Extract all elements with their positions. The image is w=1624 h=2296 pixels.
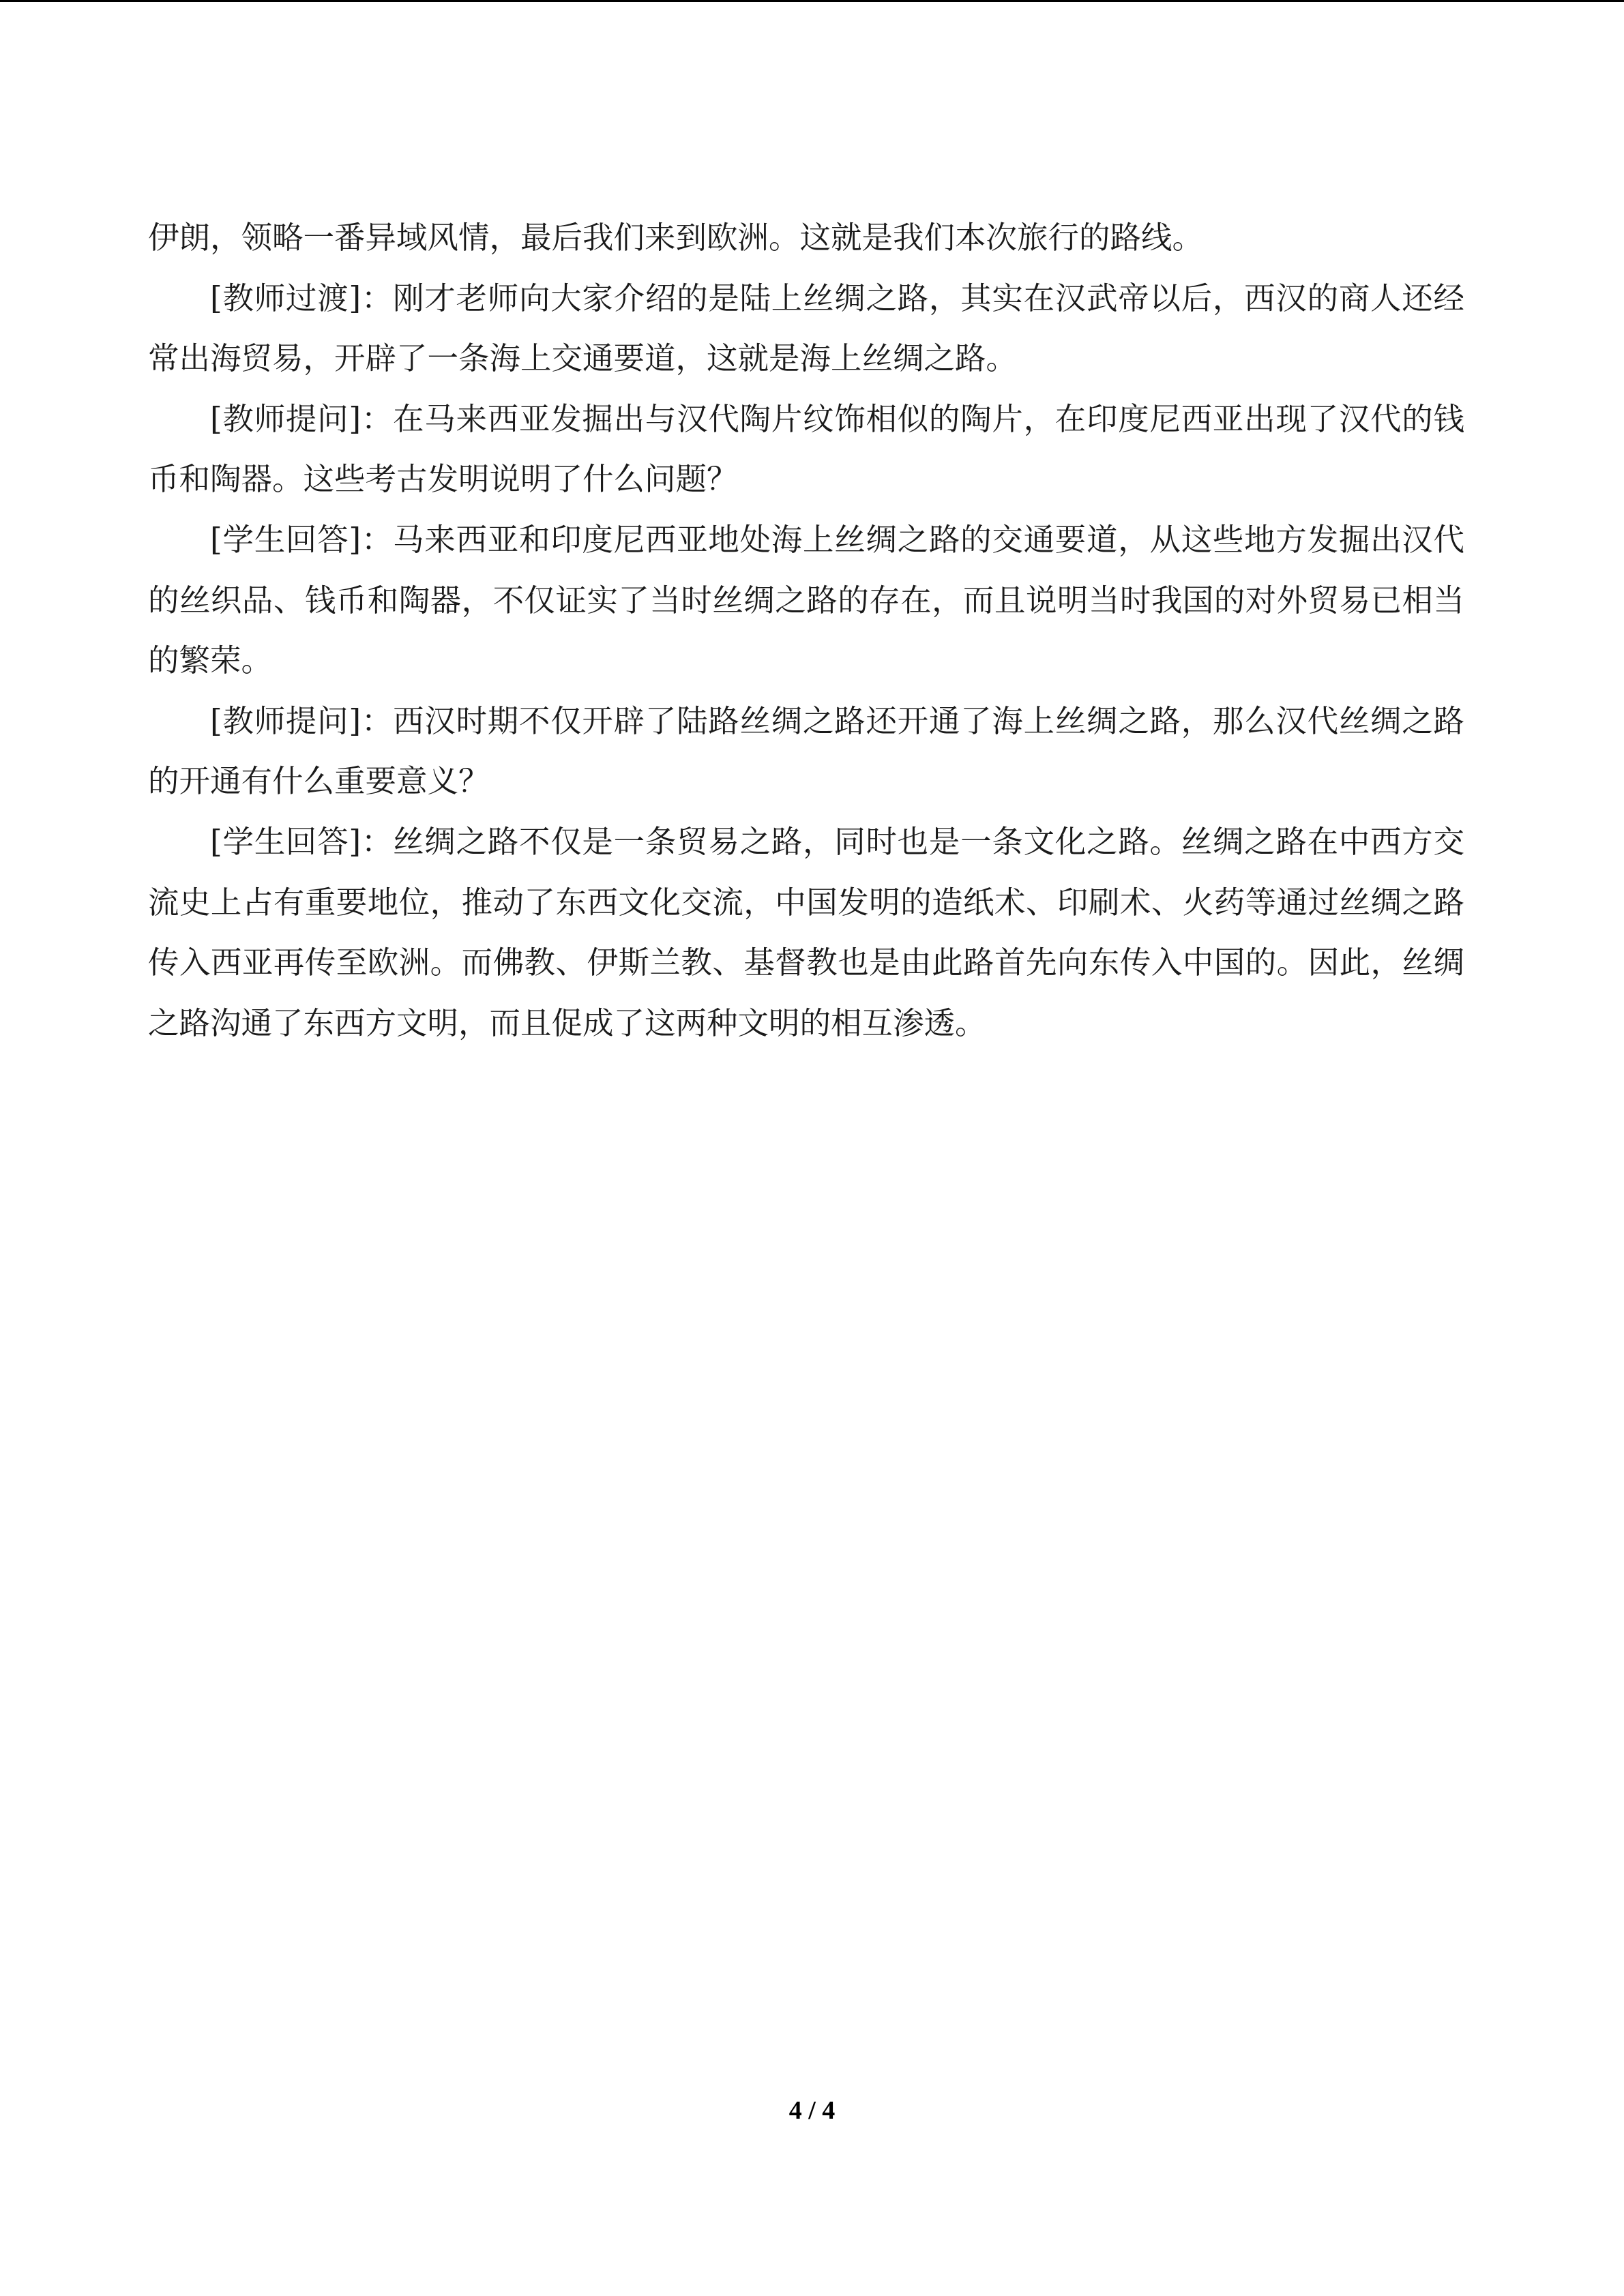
paragraph-continuation: 伊朗，领略一番异域风情，最后我们来到欧洲。这就是我们本次旅行的路线。 <box>148 220 1204 256</box>
paragraph-teacher-question-2: [教师提问]：西汉时期不仅开辟了陆路丝绸之路还开通了海上丝绸之路，那么汉代丝绸之路的开通有什么重要意义？ <box>148 702 1464 800</box>
paragraph-student-answer-1: [学生回答]：马来西亚和印度尼西亚地处海上丝绸之路的交通要道，从这些地方发掘出汉代的丝织品、钱币和陶器，不仅证实了当时丝绸之路的存在，而且说明当时我国的对外贸易已相当的繁荣。 <box>148 521 1464 679</box>
page-number: 4 / 4 <box>788 2096 836 2125</box>
paragraph-teacher-transition: [教师过渡]：刚才老师向大家介绍的是陆上丝绸之路，其实在汉武帝以后，西汉的商人还经常出海贸易，开辟了一条海上交通要道，这就是海上丝绸之路。 <box>148 280 1464 377</box>
paragraph-teacher-question-1: [教师提问]：在马来西亚发掘出与汉代陶片纹饰相似的陶片，在印度尼西亚出现了汉代的钱币和陶器。这些考古发明说明了什么问题？ <box>148 400 1464 498</box>
paragraph-student-answer-2: [学生回答]：丝绸之路不仅是一条贸易之路，同时也是一条文化之路。丝绸之路在中西方交流史上占有重要地位，推动了东西文化交流，中国发明的造纸术、印刷术、火药等通过丝绸之路传入西亚再传至欧洲。而佛教、伊斯兰教、基督教也是由此路首先向东传入中国的。因此，丝绸之路沟通了东西方文明，而且促成了这两种文明的相互渗透。 <box>148 823 1464 1041</box>
page-body <box>148 208 1464 1054</box>
